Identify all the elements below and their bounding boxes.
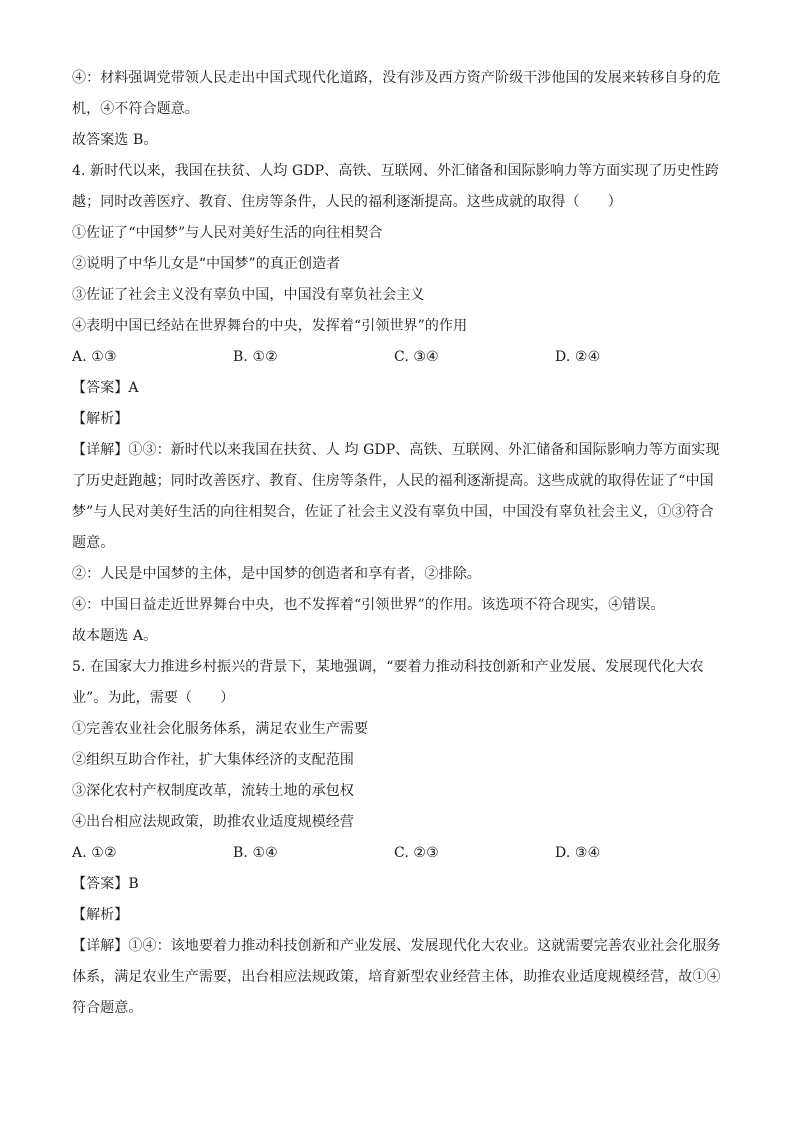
q5-detail: 符合题意。 — [72, 1000, 143, 1016]
q4-stem: 越；同时改善医疗、教育、住房等条件，人民的福利逐渐提高。这些成就的取得（ ） — [72, 194, 622, 210]
q5-statement-3: ③深化农村产权制度改革，流转土地的承包权 — [72, 783, 354, 799]
q4-statement-3: ③佐证了社会主义没有辜负中国，中国没有辜负社会主义 — [72, 287, 425, 303]
q5-statement-2: ②组织互助合作社，扩大集体经济的支配范围 — [72, 752, 354, 768]
q4-conclusion: 故本题选 A。 — [72, 628, 158, 644]
prev-analysis-line: 机，④不符合题意。 — [72, 101, 199, 117]
q5-stem: 5. 在国家大力推进乡村振兴的背景下，某地强调，“要着力推动科技创新和产业发展、发展现代化大农 — [72, 659, 704, 675]
q5-analysis-heading: 【解析】 — [72, 907, 129, 923]
prev-conclusion: 故答案选 B。 — [72, 132, 158, 148]
q4-detail: 题意。 — [72, 535, 115, 551]
q5-detail: 体系，满足农业生产需要，出台相应法规政策，培育新型农业经营主体，助推农业适度规模经营，故①④ — [72, 969, 721, 985]
q5-detail: 【详解】①④：该地要着力推动科技创新和产业发展、发展现代化大农业。这就需要完善农业社会化服务 — [72, 938, 721, 954]
q4-statement-2: ②说明了中华儿女是“中国梦”的真正创造者 — [72, 256, 341, 272]
q5-option-b: B. ①④ — [233, 845, 278, 861]
q5-option-d: D. ③④ — [555, 845, 601, 861]
q5-options — [72, 838, 724, 869]
q4-analysis-heading: 【解析】 — [72, 411, 129, 427]
q5-stem: 业”。为此，需要（ ） — [72, 690, 235, 706]
q4-explain-2: ②：人民是中国梦的主体，是中国梦的创造者和享有者，②排除。 — [72, 566, 481, 582]
q5-statement-1: ①完善农业社会化服务体系，满足农业生产需要 — [72, 721, 369, 737]
q4-option-b: B. ①② — [233, 349, 278, 365]
q5-statement-4: ④出台相应法规政策，助推农业适度规模经营 — [72, 814, 354, 830]
q4-options — [72, 342, 724, 373]
q4-option-a: A. ①③ — [72, 349, 117, 365]
q4-explain-4: ④：中国日益走近世界舞台中央，也不发挥着“引领世界”的作用。该选项不符合现实，④错误。 — [72, 597, 665, 613]
document-content — [72, 63, 724, 1024]
q4-detail: 了历史赶跑越；同时改善医疗、教育、住房等条件，人民的福利逐渐提高。这些成就的取得佐证了“中国 — [72, 473, 714, 489]
q4-statement-4: ④表明中国已经站在世界舞台的中央，发挥着“引领世界”的作用 — [72, 318, 468, 334]
q5-answer: 【答案】B — [72, 876, 139, 892]
q4-option-d: D. ②④ — [555, 349, 601, 365]
q4-statement-1: ①佐证了“中国梦”与人民对美好生活的向往相契合 — [72, 225, 383, 241]
q5-option-a: A. ①② — [72, 845, 117, 861]
prev-analysis-line: ④：材料强调党带领人民走出中国式现代化道路，没有涉及西方资产阶级干涉他国的发展来转移自身的危 — [72, 70, 721, 86]
q5-option-c: C. ②③ — [394, 845, 439, 861]
q4-answer: 【答案】A — [72, 380, 139, 396]
q4-option-c: C. ③④ — [394, 349, 439, 365]
q4-detail: 梦”与人民对美好生活的向往相契合，佐证了社会主义没有辜负中国，中国没有辜负社会主义，①③符合 — [72, 504, 714, 520]
q4-detail: 【详解】①③：新时代以来我国在扶贫、人 均 GDP、高铁、互联网、外汇储备和国际影响力等方面实现 — [72, 442, 720, 458]
q4-stem: 4. 新时代以来，我国在扶贫、人均 GDP、高铁、互联网、外汇储备和国际影响力等方面实现了历史性跨 — [72, 163, 719, 179]
